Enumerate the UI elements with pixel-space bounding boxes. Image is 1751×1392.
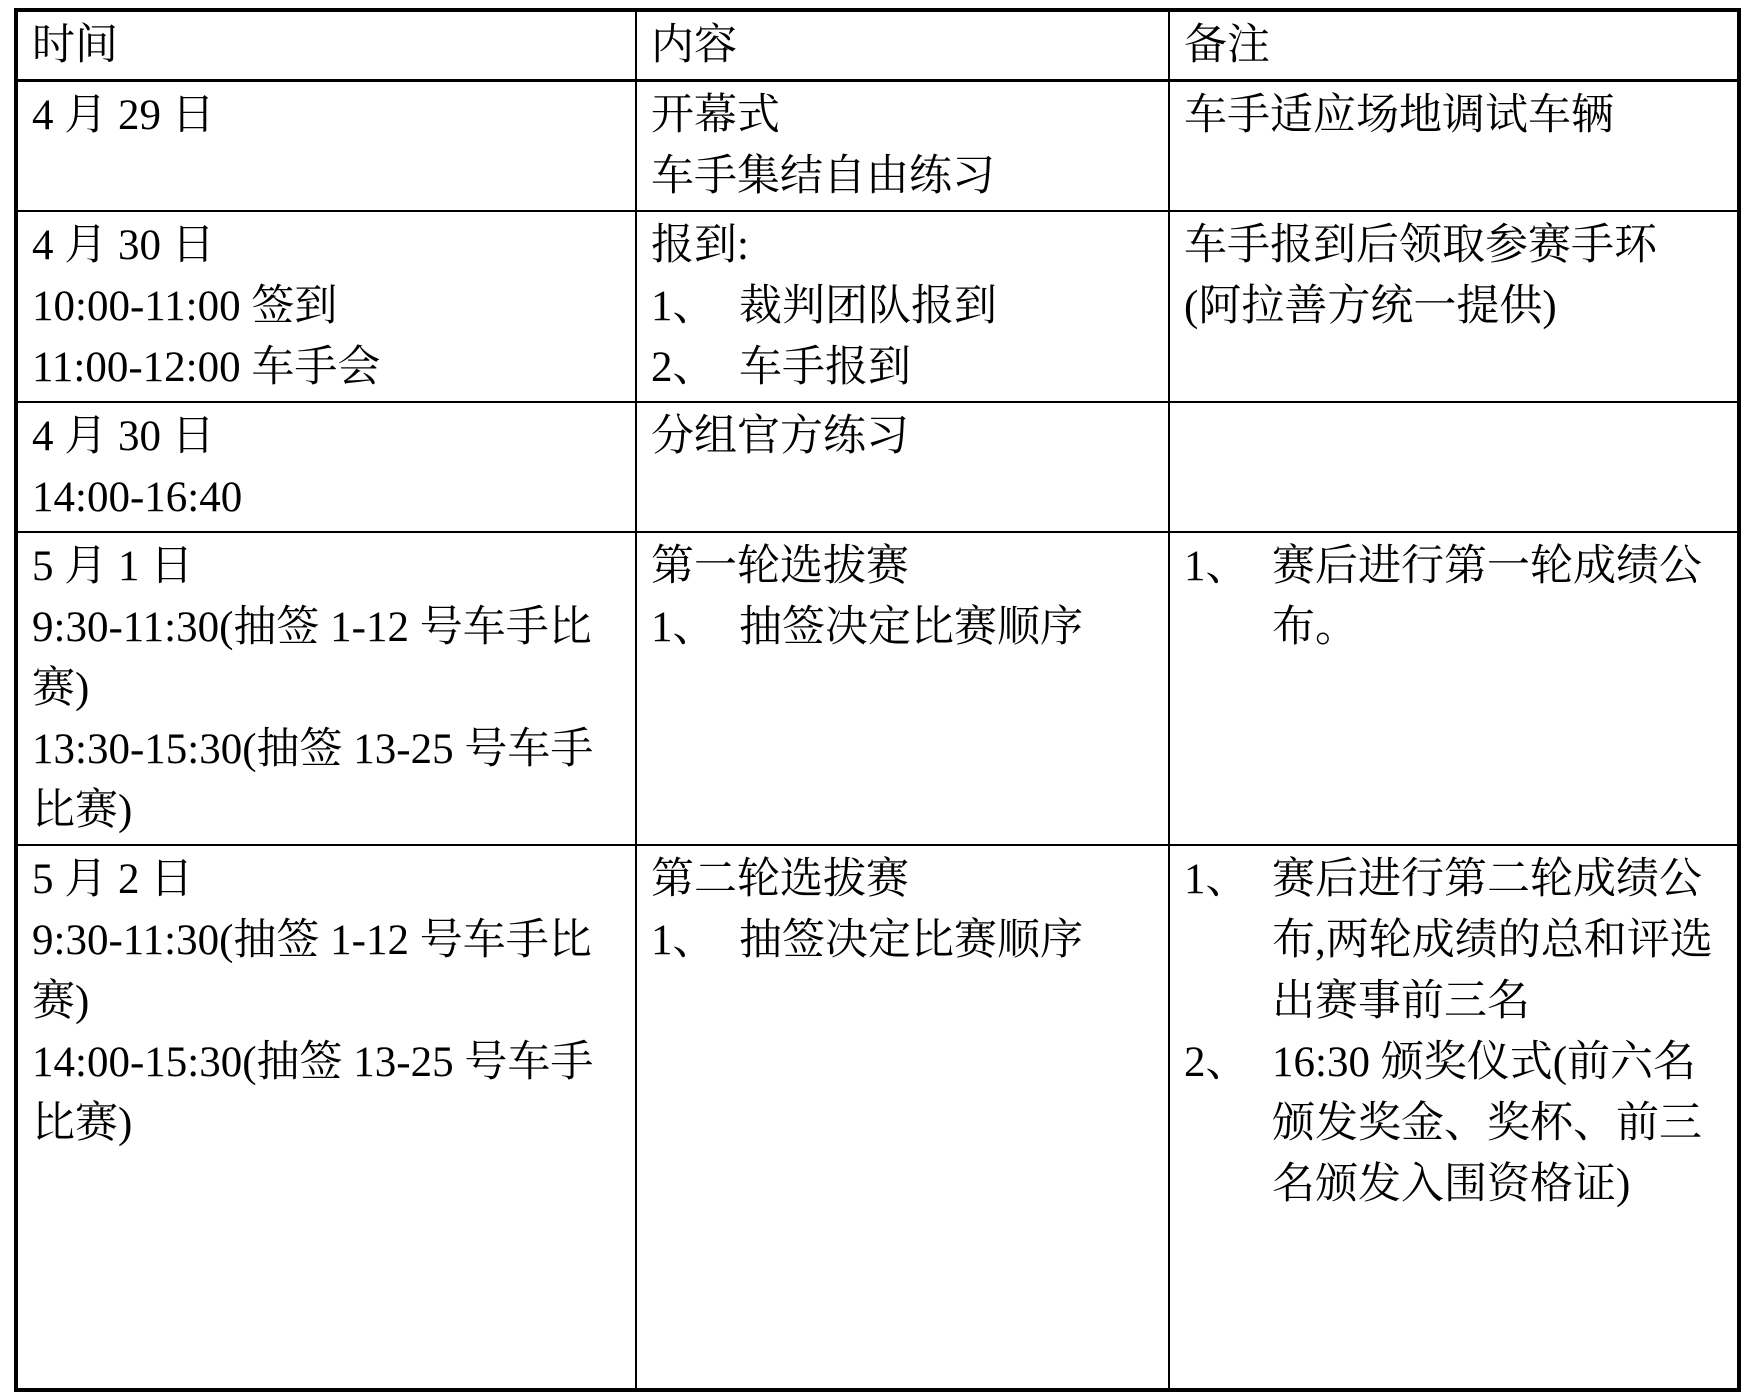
time-line: 5 月 2 日 — [32, 856, 194, 903]
table-row — [16, 402, 1739, 532]
time-line: 14:00-15:30(抽签 13-25 号车手比赛) — [32, 1039, 594, 1147]
numbered-item — [1184, 1032, 1727, 1215]
table-row — [16, 211, 1739, 402]
time-line: 10:00-11:00 签到 — [32, 283, 338, 330]
time-line: 9:30-11:30(抽签 1-12 号车手比赛) — [32, 604, 592, 712]
item-text: 抽签决定比赛顺序 — [739, 604, 1083, 651]
numbered-item — [651, 597, 1158, 658]
cell-time — [16, 402, 636, 532]
item-text: 裁判团队报到 — [739, 283, 997, 330]
cell-content — [636, 211, 1169, 402]
cell-remarks — [1169, 845, 1739, 1390]
time-line: 5 月 1 日 — [32, 543, 194, 590]
cell-remarks — [1169, 532, 1739, 845]
item-text: 赛后进行第二轮成绩公布,两轮成绩的总和评选出赛事前三名 — [1272, 856, 1713, 1025]
time-line: 4 月 30 日 — [32, 413, 215, 460]
cell-content — [636, 402, 1169, 532]
item-text: 抽签决定比赛顺序 — [739, 917, 1083, 964]
cell-time — [16, 211, 636, 402]
schedule-table — [14, 8, 1741, 1392]
cell-content — [636, 845, 1169, 1390]
item-number: 1、 — [651, 917, 716, 964]
item-text: 16:30 颁奖仪式(前六名颁发奖金、奖杯、前三名颁发入围资格证) — [1272, 1039, 1702, 1208]
remarks-line: (阿拉善方统一提供) — [1184, 283, 1557, 330]
time-line: 13:30-15:30(抽签 13-25 号车手比赛) — [32, 726, 594, 834]
remarks-line: 车手适应场地调试车辆 — [1184, 92, 1614, 139]
header-time: 时间 — [16, 10, 636, 81]
numbered-item — [651, 337, 1158, 398]
cell-time — [16, 532, 636, 845]
content-line: 第一轮选拔赛 — [651, 543, 909, 590]
numbered-item — [1184, 849, 1727, 1032]
header-row — [16, 10, 1739, 81]
time-line: 9:30-11:30(抽签 1-12 号车手比赛) — [32, 917, 592, 1025]
content-line: 第二轮选拔赛 — [651, 856, 909, 903]
content-line: 分组官方练习 — [651, 413, 909, 460]
time-line: 11:00-12:00 车手会 — [32, 344, 381, 391]
header-remarks: 备注 — [1169, 10, 1739, 81]
item-number: 2、 — [1184, 1039, 1249, 1086]
content-line: 开幕式 — [651, 92, 780, 139]
numbered-item — [651, 910, 1158, 971]
numbered-item — [651, 276, 1158, 337]
item-number: 1、 — [1184, 543, 1249, 590]
item-number: 2、 — [651, 344, 716, 391]
time-line: 14:00-16:40 — [32, 474, 243, 521]
document-page — [0, 8, 1751, 1341]
header-content: 内容 — [636, 10, 1169, 81]
content-line: 报到: — [651, 222, 749, 269]
item-text: 赛后进行第一轮成绩公布。 — [1272, 543, 1702, 651]
cell-remarks — [1169, 211, 1739, 402]
cell-content — [636, 532, 1169, 845]
cell-remarks — [1169, 402, 1739, 532]
cell-time — [16, 845, 636, 1390]
table-row — [16, 81, 1739, 212]
table-row — [16, 845, 1739, 1390]
content-line: 车手集结自由练习 — [651, 153, 995, 200]
cell-remarks — [1169, 81, 1739, 212]
cell-content — [636, 81, 1169, 212]
item-number: 1、 — [1184, 856, 1249, 903]
remarks-line: 车手报到后领取参赛手环 — [1184, 222, 1657, 269]
item-number: 1、 — [651, 283, 716, 330]
item-number: 1、 — [651, 604, 716, 651]
item-text: 车手报到 — [739, 344, 911, 391]
cell-time — [16, 81, 636, 212]
numbered-item — [1184, 536, 1727, 658]
time-line: 4 月 29 日 — [32, 92, 215, 139]
time-line: 4 月 30 日 — [32, 222, 215, 269]
table-row — [16, 532, 1739, 845]
